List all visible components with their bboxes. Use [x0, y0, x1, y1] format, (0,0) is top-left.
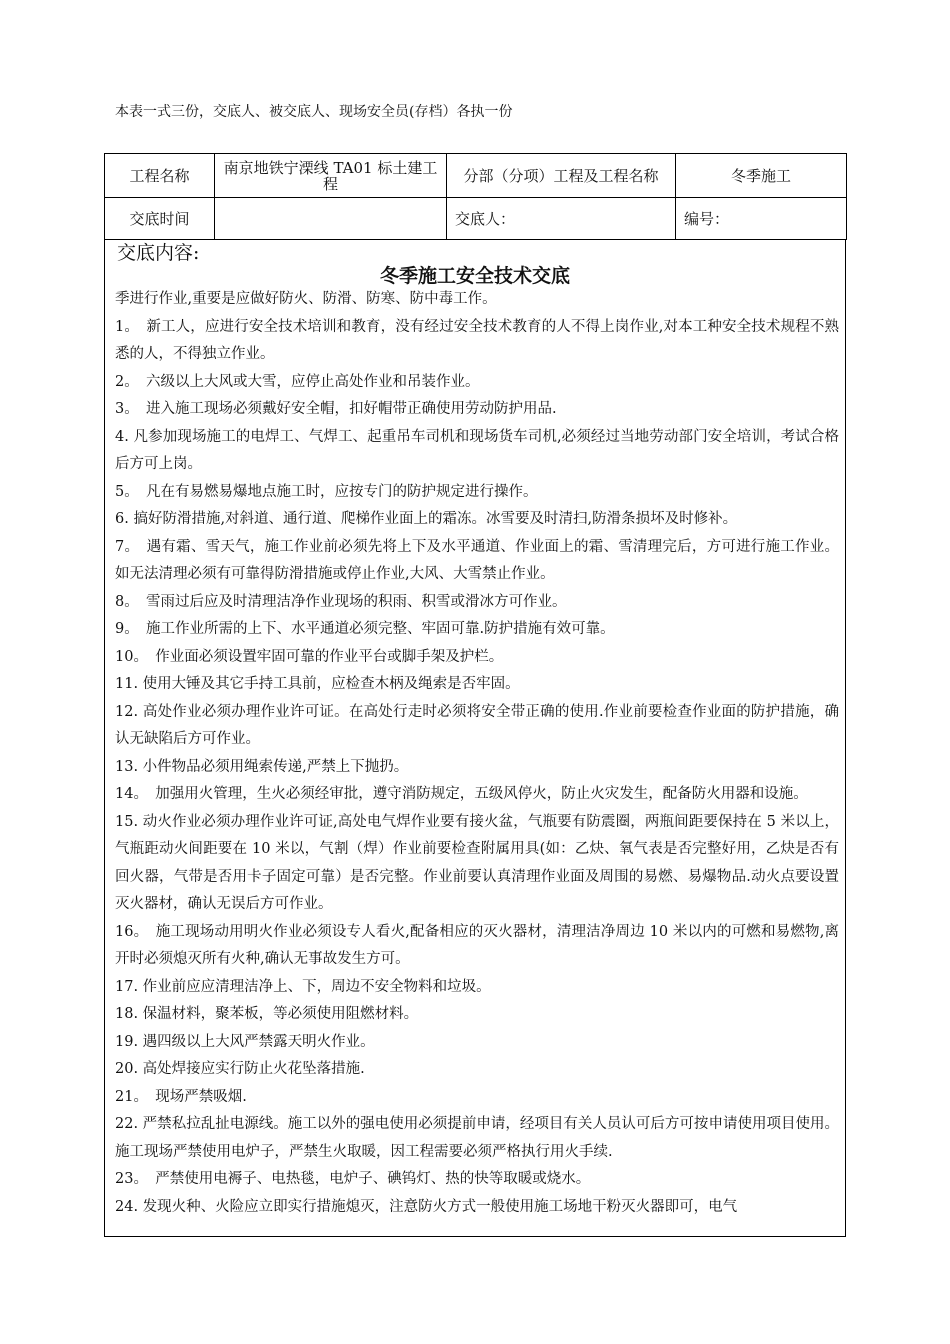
handover-person-label: 交底人：	[447, 198, 676, 240]
content-paragraph: 11. 使用大锤及其它手持工具前，应检查木柄及绳索是否牢固。	[115, 676, 520, 692]
sub-project-label: 分部（分项）工程及工程名称	[447, 154, 676, 198]
content-paragraph: 8。 雪雨过后应及时清理洁净作业现场的积雨、积雪或滑冰方可作业。	[115, 593, 567, 610]
content-label: 交底内容:	[117, 242, 200, 264]
project-name-value: 南京地铁宁溧线 TA01 标土建工程	[215, 154, 447, 198]
content-paragraph: 24. 发现火种、火险应立即实行措施熄灭，注意防火方式一般使用施工场地干粉灭火器即可，电气	[115, 1198, 738, 1215]
content-paragraph: 9。 施工作业所需的上下、水平通道必须完整、牢固可靠.防护措施有效可靠。	[115, 621, 615, 637]
content-paragraph: 12. 高处作业必须办理作业许可证。在高处行走时必须将安全带正确的使用.作业前要检查作业面的防护措施，确认无缺陷后方可作业。	[115, 703, 839, 747]
document-note: 本表一式三份，交底人、被交底人、现场安全员(存档）各执一份	[115, 104, 513, 120]
content-paragraph: 14。 加强用火管理，生火必须经审批，遵守消防规定，五级风停火，防止火灾发生，配备防火用器和设施。	[115, 786, 808, 802]
content-paragraph: 16。 施工现场动用明火作业必须设专人看火,配备相应的灭火器材，清理洁净周边 10 米以内的可燃和易燃物,离开时必须熄灭所有火种,确认无事故发生方可。	[115, 923, 839, 967]
content-paragraph: 5。 凡在有易燃易爆地点施工时，应按专门的防护规定进行操作。	[115, 483, 538, 500]
content-paragraph: 22. 严禁私拉乱扯电源线。施工以外的强电使用必须提前申请，经项目有关人员认可后方可按申请使用项目使用。施工现场严禁使用电炉子，严禁生火取暖，因工程需要必须严格执行用火手续.	[115, 1116, 839, 1160]
content-paragraph: 13. 小件物品必须用绳索传递,严禁上下抛扔。	[115, 758, 409, 775]
handover-time-label: 交底时间	[105, 198, 215, 240]
content-paragraph: 4. 凡参加现场施工的电焊工、气焊工、起重吊车司机和现场货车司机,必须经过当地劳动部门安全培训，考试合格后方可上岗。	[115, 428, 839, 472]
content-body	[115, 286, 839, 1221]
content-paragraph: 20. 高处焊接应实行防止火花坠落措施.	[115, 1061, 365, 1077]
content-paragraph: 23。 严禁使用电褥子、电热毯，电炉子、碘钨灯、热的快等取暖或烧水。	[115, 1171, 591, 1187]
handover-time-value	[215, 198, 447, 240]
content-paragraph: 21。 现场严禁吸烟.	[115, 1088, 247, 1105]
header-row-time	[105, 198, 847, 240]
content-paragraph: 18. 保温材料，聚苯板，等必须使用阻燃材料。	[115, 1006, 419, 1022]
content-section	[104, 239, 846, 1237]
content-paragraph: 6. 搞好防滑措施,对斜道、通行道、爬梯作业面上的霜冻。冰雪要及时清扫,防滑条损坏及时修补。	[115, 511, 738, 527]
content-paragraph: 1。 新工人，应进行安全技术培训和教育，没有经过安全技术教育的人不得上岗作业,对本工种安全技术规程不熟悉的人，不得独立作业。	[115, 318, 839, 362]
content-paragraph: 季进行作业,重要是应做好防火、防滑、防寒、防中毒工作。	[115, 291, 497, 307]
header-table	[104, 153, 847, 240]
sub-project-value: 冬季施工	[676, 154, 847, 198]
content-paragraph: 2。 六级以上大风或大雪，应停止高处作业和吊装作业。	[115, 373, 480, 390]
content-paragraph: 7。 遇有霜、雪天气，施工作业前必须先将上下及水平通道、作业面上的霜、雪清理完后，方可进行施工作业。如无法清理必须有可靠得防滑措施或停止作业,大风、大雪禁止作业。	[115, 538, 839, 582]
header-row-project	[105, 154, 847, 198]
project-name-label: 工程名称	[105, 154, 215, 198]
content-paragraph: 17. 作业前应应清理洁净上、下，周边不安全物料和垃圾。	[115, 978, 491, 995]
document-number-label: 编号：	[676, 198, 847, 240]
content-title: 冬季施工安全技术交底	[379, 265, 570, 287]
content-paragraph: 15. 动火作业必须办理作业许可证,高处电气焊作业要有接火盆，气瓶要有防震圈，两瓶间距要保持在 5 米以上，气瓶距动火间距要在 10 米以，气割（焊）作业前要检查附属用具(如：乙炔、氧气表是否完整好用，乙炔是否有回火器，气带是否用卡子固定可靠）是否完整。作业前要认真清理作业面及周围的易燃、易爆物品.动火点要设置灭火器材，确认无误后方可作业。	[115, 813, 839, 912]
content-paragraph: 10。 作业面必须设置牢固可靠的作业平台或脚手架及护栏。	[115, 648, 504, 665]
content-paragraph: 19. 遇四级以上大风严禁露天明火作业。	[115, 1033, 375, 1050]
content-paragraph: 3。 进入施工现场必须戴好安全帽，扣好帽带正确使用劳动防护用品.	[115, 401, 557, 417]
